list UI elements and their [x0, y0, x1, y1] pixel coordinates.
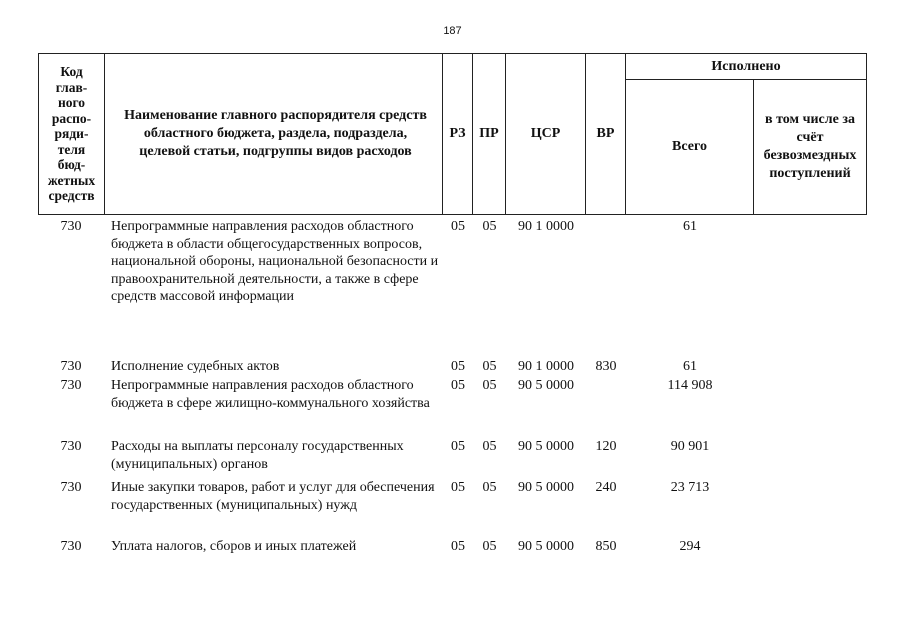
cell-name: Непрограммные направления расходов областного бюджета в области общегосударственных вопросов, национальной обороны, национальной безопасности и правоохранительной деятельности, а также в сфере средств массовой информации: [111, 219, 439, 304]
header-pr: ПР: [479, 126, 499, 141]
table-header: [38, 53, 867, 215]
cell-rz: 05: [451, 359, 465, 374]
cell-code: 730: [60, 439, 82, 454]
header-code-line: ного: [57, 95, 86, 111]
cell-name: Исполнение судебных актов: [111, 359, 280, 374]
cell-total: 114 908: [667, 378, 713, 393]
cell-rz: 05: [451, 219, 465, 234]
header-code-line: глав-: [55, 79, 88, 95]
cell-csr: 90 1 0000: [518, 359, 574, 374]
cell-pr: 05: [482, 539, 497, 554]
cell-name: Иные закупки товаров, работ и услуг для обеспечения государственных (муниципальных) нужд: [111, 480, 435, 513]
cell-pr: 05: [482, 480, 497, 495]
header-code-line: распо-: [51, 110, 92, 126]
cell-vr: 240: [595, 480, 617, 495]
header-name: Наименование главного распорядителя средств областного бюджета, раздела, подраздела, целевой статьи, подгруппы видов расходов: [124, 108, 427, 159]
header-executed: Исполнено: [711, 58, 781, 74]
cell-total: 61: [683, 359, 697, 374]
cell-code: 730: [60, 378, 82, 393]
header-code: [39, 54, 104, 214]
cell-csr: 90 1 0000: [518, 219, 574, 234]
col-sep-total: [753, 79, 754, 215]
header-incl-free: в том числе за счёт безвозмездных поступлений: [763, 112, 857, 181]
col-sep-code: [104, 53, 105, 215]
cell-total: 90 901: [670, 439, 710, 454]
cell-pr: 05: [482, 378, 497, 393]
cell-vr: 850: [595, 539, 617, 554]
cell-csr: 90 5 0000: [518, 480, 574, 495]
header-code-line: Код: [60, 64, 83, 80]
cell-csr: 90 5 0000: [518, 378, 574, 393]
header-code-line: средств: [48, 188, 95, 204]
cell-name: Расходы на выплаты персоналу государственных (муниципальных) органов: [111, 439, 404, 472]
cell-vr: 120: [595, 439, 617, 454]
cell-rz: 05: [451, 480, 465, 495]
cell-code: 730: [60, 480, 82, 495]
cell-pr: 05: [482, 359, 497, 374]
cell-name: Уплата налогов, сборов и иных платежей: [111, 539, 357, 554]
header-code-line: теля: [57, 141, 86, 157]
cell-pr: 05: [482, 439, 497, 454]
cell-csr: 90 5 0000: [518, 539, 574, 554]
cell-pr: 05: [482, 219, 497, 234]
cell-code: 730: [60, 539, 82, 554]
cell-code: 730: [60, 359, 82, 374]
header-code-line: жетных: [47, 172, 96, 188]
cell-name: Непрограммные направления расходов областного бюджета в сфере жилищно-коммунального хозяйства: [111, 378, 430, 411]
cell-rz: 05: [451, 439, 465, 454]
header-csr: ЦСР: [530, 126, 561, 141]
cell-rz: 05: [451, 378, 465, 393]
cell-vr: 830: [595, 359, 617, 374]
header-total: Всего: [672, 139, 707, 154]
header-code-line: ряди-: [54, 126, 89, 142]
cell-total: 294: [679, 539, 701, 554]
cell-total: 23 713: [670, 480, 710, 495]
header-vr: ВР: [596, 126, 615, 141]
header-rz: РЗ: [449, 126, 466, 141]
header-right-border: [866, 53, 867, 215]
cell-csr: 90 5 0000: [518, 439, 574, 454]
header-bottom-border: [38, 214, 867, 215]
cell-rz: 05: [451, 539, 465, 554]
header-code-line: бюд-: [57, 157, 86, 173]
cell-total: 61: [683, 219, 697, 234]
page-number: 187: [443, 25, 462, 37]
cell-code: 730: [60, 219, 82, 234]
